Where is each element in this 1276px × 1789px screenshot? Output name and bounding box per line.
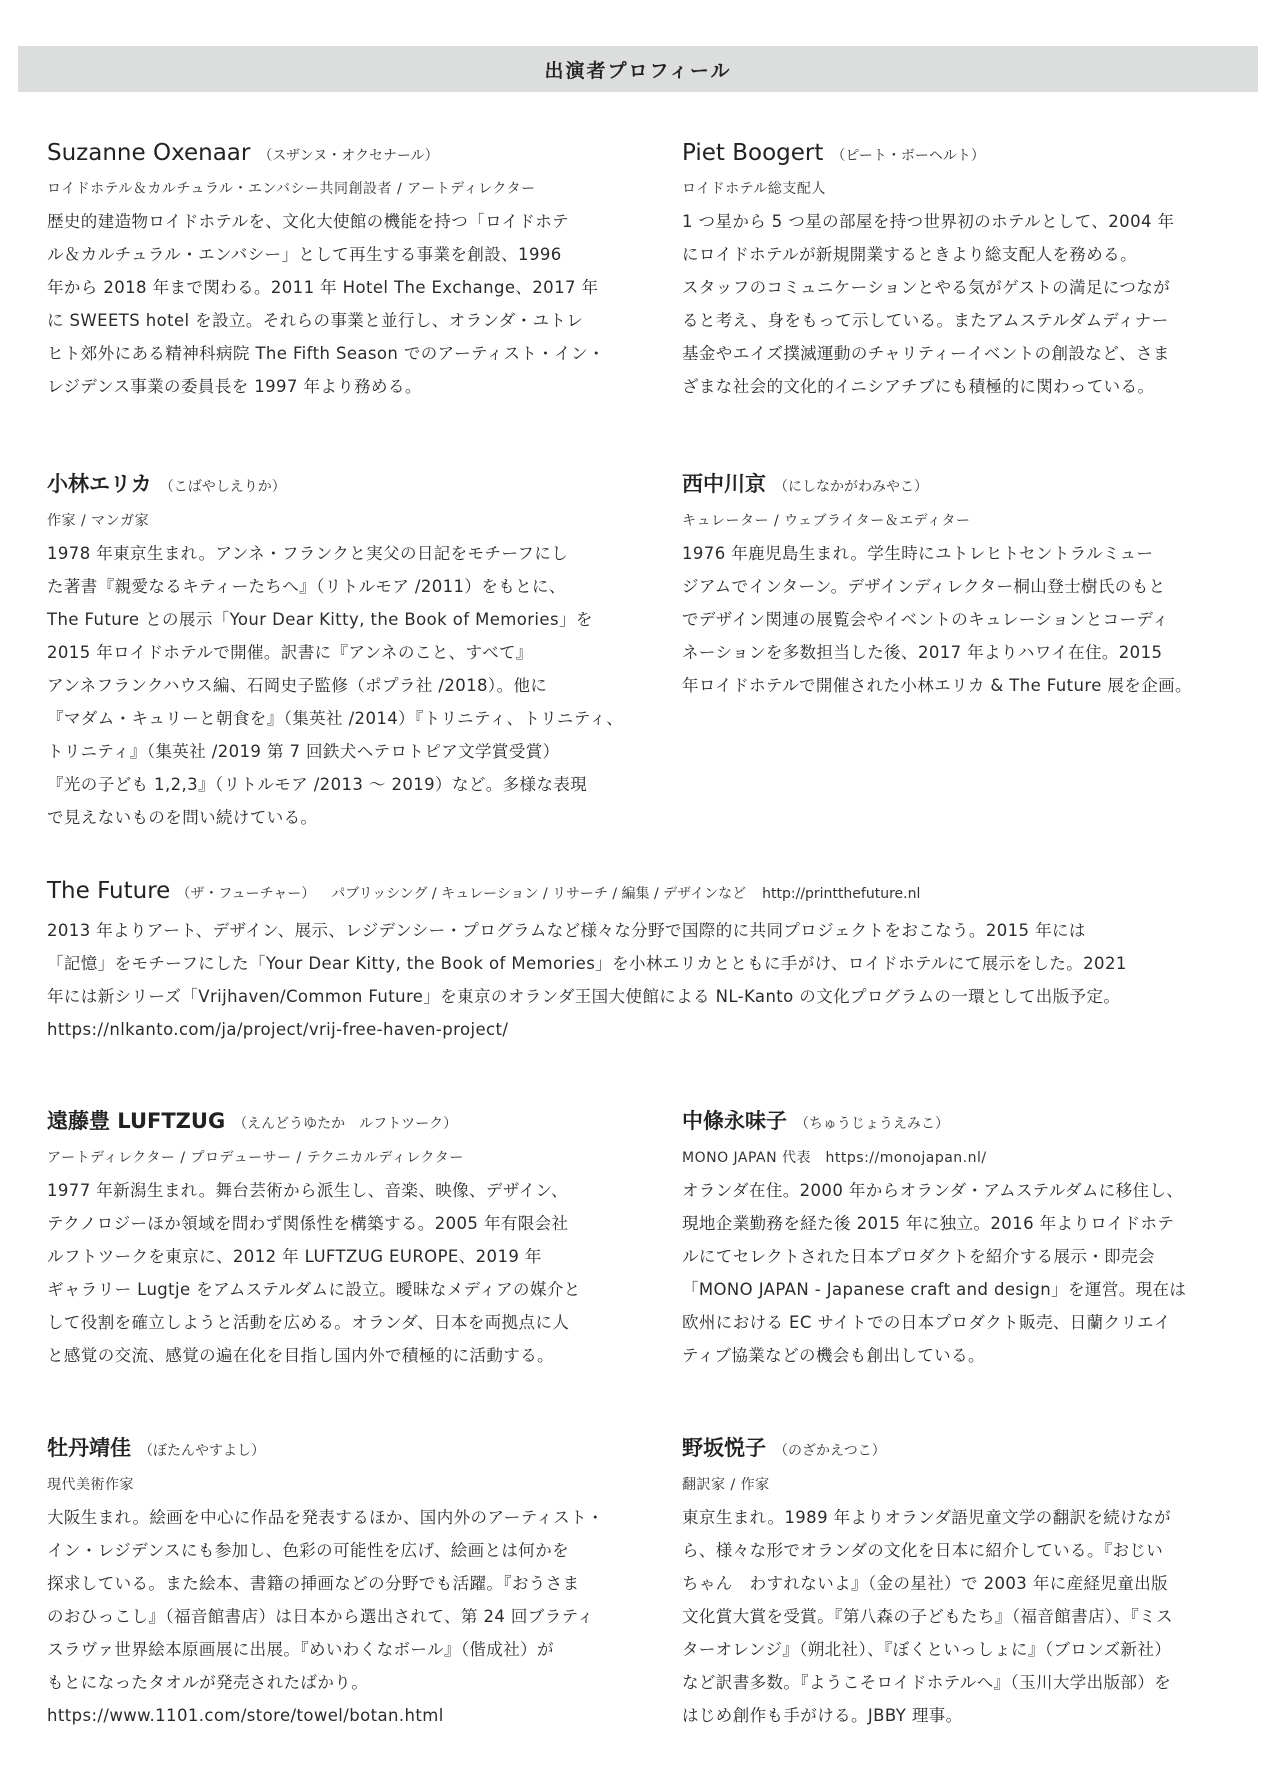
- bio-line: https://nlkanto.com/ja/project/vrij-free-haven-project/: [47, 1020, 509, 1039]
- profile-name: 野坂悦子: [682, 1436, 766, 1460]
- profile-the-future: [47, 878, 1237, 1046]
- bio-line: 年ロイドホテルで開催された小林エリカ & The Future 展を企画。: [682, 676, 1192, 695]
- bio-line: トリニティ』（集英社 /2019 第 7 回鉄犬ヘテロトピア文学賞受賞）: [47, 742, 560, 761]
- profile-role: ロイドホテル＆カルチュラル・エンバシー共同創設者 / アートディレクター: [47, 181, 536, 197]
- profile-reading: （のざかえつこ）: [774, 1443, 886, 1459]
- bio-line: 『マダム・キュリーと朝食を』（集英社 /2014）『トリニティ、トリニティ、: [47, 709, 624, 728]
- profile-role: 現代美術作家: [47, 1477, 134, 1493]
- bio-line: レジデンス事業の委員長を 1997 年より務める。: [47, 377, 422, 396]
- bio-line: のおひっこし』（福音館書店）は日本から選出されて、第 24 回ブラティ: [47, 1607, 595, 1626]
- bio-line: スラヴァ世界絵本原画展に出展。『めいわくなボール』（偕成社）が: [47, 1640, 554, 1659]
- bio-line: 1978 年東京生まれ。アンネ・フランクと実父の日記をモチーフにし: [47, 544, 569, 563]
- bio-line: に SWEETS hotel を設立。それらの事業と並行し、オランダ・ユトレ: [47, 311, 584, 330]
- bio-line: もとになったタオルが発売されたばかり。: [47, 1673, 369, 1692]
- profile-reading: （ちゅうじょうえみこ）: [795, 1116, 949, 1132]
- bio-line: と感覚の交流、感覚の遍在化を目指し国内外で積極的に活動する。: [47, 1346, 554, 1365]
- bio-line: はじめ創作も手がける。JBBY 理事。: [682, 1706, 963, 1725]
- bio-line: など訳書多数。『ようこそロイドホテルへ』（玉川大学出版部）を: [682, 1673, 1172, 1692]
- profile-role: キュレーター / ウェブライター＆エディター: [682, 513, 971, 529]
- bio-line: 欧州における EC サイトでの日本プロダクト販売、日蘭クリエイ: [682, 1313, 1171, 1332]
- bio-line: ちゃん わすれないよ』（金の星社）で 2003 年に産経児童出版: [682, 1574, 1169, 1593]
- profile-role: MONO JAPAN 代表 https://monojapan.nl/: [682, 1150, 987, 1166]
- profile-name: Piet Boogert: [682, 140, 824, 166]
- profile-nishinakagawa-miyako: [682, 468, 1276, 702]
- profile-chujo-emiko: [682, 1105, 1276, 1372]
- bio-line: 1977 年新潟生まれ。舞台芸術から派生し、音楽、映像、デザイン、: [47, 1181, 568, 1200]
- bio-line: ギャラリー Lugtje をアムステルダムに設立。曖昧なメディアの媒介と: [47, 1280, 581, 1299]
- bio-line: ティブ協業などの機会も創出している。: [682, 1346, 985, 1365]
- bio-line: 「MONO JAPAN - Japanese craft and design」を運営。現在は: [682, 1280, 1187, 1299]
- profile-bio: [47, 1501, 647, 1732]
- bio-line: でデザイン関連の展覧会やイベントのキュレーションとコーディ: [682, 610, 1169, 629]
- bio-line: 2013 年よりアート、デザイン、展示、レジデンシー・プログラムなど様々な分野で国際的に共同プロジェクトをおこなう。2015 年には: [47, 921, 1086, 940]
- header-bar: [18, 46, 1258, 92]
- profile-botan-yasuyoshi: [47, 1432, 647, 1732]
- bio-line: 『光の子ども 1,2,3』（リトルモア /2013 〜 2019）など。多様な表現: [47, 775, 588, 794]
- profile-reading: （えんどうゆたか ルフトツーク）: [233, 1116, 458, 1132]
- profile-bio: [47, 914, 1237, 1046]
- bio-line: ヒト郊外にある精神科病院 The Fifth Season でのアーティスト・イン・: [47, 344, 605, 363]
- profile-bio: [682, 205, 1276, 403]
- profile-bio: [682, 1174, 1276, 1372]
- bio-line: た著書『親愛なるキティーたちへ』（リトルモア /2011）をもとに、: [47, 577, 566, 596]
- bio-line: 1 つ星から 5 つ星の部屋を持つ世界初のホテルとして、2004 年: [682, 212, 1175, 231]
- profile-name: 遠藤豊 LUFTZUG: [47, 1109, 226, 1133]
- profile-reading: （こばやしえりか）: [159, 479, 286, 495]
- profile-bio: [682, 537, 1276, 702]
- bio-line: ジアムでインターン。デザインディレクター桐山登士樹氏のもと: [682, 577, 1166, 596]
- bio-line: 2015 年ロイドホテルで開催。訳書に『アンネのこと、すべて』: [47, 643, 533, 662]
- bio-line: The Future との展示「Your Dear Kitty, the Book of Memories」を: [47, 610, 593, 629]
- profile-reading: （にしなかがわみやこ）: [774, 479, 928, 495]
- profile-role: 翻訳家 / 作家: [682, 1477, 770, 1493]
- bio-line: オランダ在住。2000 年からオランダ・アムステルダムに移住し、: [682, 1181, 1184, 1200]
- profile-bio: [47, 1174, 647, 1372]
- profile-role: ロイドホテル総支配人: [682, 181, 826, 197]
- page-title: 出演者プロフィール: [544, 59, 732, 82]
- bio-line: ら、様々な形でオランダの文化を日本に紹介している。『おじい: [682, 1541, 1164, 1560]
- bio-line: ネーションを多数担当した後、2017 年よりハワイ在住。2015: [682, 643, 1163, 662]
- bio-line: スタッフのコミュニケーションとやる気がゲストの満足につなが: [682, 278, 1171, 297]
- profile-reading: （スザンヌ・オクセナール）: [258, 148, 439, 164]
- bio-line: 文化賞大賞を受賞。『第八森の子どもたち』（福音館書店）、『ミス: [682, 1607, 1173, 1626]
- bio-url[interactable]: https://www.1101.com/store/towel/botan.html: [47, 1706, 444, 1725]
- profile-endo-yutaka: [47, 1105, 647, 1372]
- profile-suzanne-oxenaar: [47, 140, 647, 403]
- bio-line: 「記憶」をモチーフにした「Your Dear Kitty, the Book of Memories」を小林エリカとともに手がけ、ロイドホテルにて展示をした。2021: [47, 954, 1127, 973]
- profile-name: The Future: [47, 878, 171, 904]
- profile-name: 西中川京: [682, 472, 766, 496]
- bio-line: で見えないものを問い続けている。: [47, 808, 318, 827]
- bio-line: ざまな社会的文化的イニシアチブにも積極的に関わっている。: [682, 377, 1155, 396]
- profile-role: パブリッシング / キュレーション / リサーチ / 編集 / デザインなど: [331, 886, 747, 902]
- website-link[interactable]: http://printthefuture.nl: [762, 886, 921, 902]
- bio-line: 探求している。また絵本、書籍の挿画などの分野でも活躍。『おうさま: [47, 1574, 580, 1593]
- profile-bio: [682, 1501, 1276, 1732]
- profile-role: 作家 / マンガ家: [47, 513, 150, 529]
- profile-piet-boogert: [682, 140, 1276, 403]
- bio-line: 1976 年鹿児島生まれ。学生時にユトレヒトセントラルミュー: [682, 544, 1154, 563]
- bio-line: 歴史的建造物ロイドホテルを、文化大使館の機能を持つ「ロイドホテ: [47, 212, 570, 231]
- profile-name: 中條永味子: [682, 1109, 787, 1133]
- bio-line: アンネフランクハウス編、石岡史子監修（ポプラ社 /2018）。他に: [47, 676, 548, 695]
- profile-name: 牡丹靖佳: [47, 1436, 131, 1460]
- profile-bio: [47, 537, 647, 834]
- bio-line: 現地企業勤務を経た後 2015 年に独立。2016 年よりロイドホテ: [682, 1214, 1175, 1233]
- bio-line: ターオレンジ』（朔北社）、『ぼくといっしょに』（ブロンズ新社）: [682, 1640, 1172, 1659]
- bio-line: ル＆カルチュラル・エンバシー」として再生する事業を創設、1996: [47, 245, 562, 264]
- profile-reading: （ザ・フューチャー）: [176, 886, 316, 902]
- profile-nozaka-etsuko: [682, 1432, 1276, 1732]
- bio-line: 年から 2018 年まで関わる。2011 年 Hotel The Exchange、2017 年: [47, 278, 599, 297]
- bio-line: して役割を確立しようと活動を広める。オランダ、日本を両拠点に人: [47, 1313, 570, 1332]
- bio-line: 基金やエイズ撲滅運動のチャリティーイベントの創設など、さま: [682, 344, 1170, 363]
- profile-name: 小林エリカ: [47, 472, 152, 496]
- bio-line: にロイドホテルが新規開業するときより総支配人を務める。: [682, 245, 1137, 264]
- bio-line: ルフトツークを東京に、2012 年 LUFTZUG EUROPE、2019 年: [47, 1247, 542, 1266]
- profile-bio: [47, 205, 647, 403]
- profile-reading: （ピート・ボーヘルト）: [831, 148, 985, 164]
- bio-line: イン・レジデンスにも参加し、色彩の可能性を広げ、絵画とは何かを: [47, 1541, 570, 1560]
- profile-kobayashi-erika: [47, 468, 647, 834]
- bio-line: 年には新シリーズ「Vrijhaven/Common Future」を東京のオランダ王国大使館による NL-Kanto の文化プログラムの一環として出版予定。: [47, 987, 1121, 1006]
- bio-line: テクノロジーほか領域を問わず関係性を構築する。2005 年有限会社: [47, 1214, 569, 1233]
- bio-line: 東京生まれ。1989 年よりオランダ語児童文学の翻訳を続けなが: [682, 1508, 1171, 1527]
- profile-role: アートディレクター / プロデューサー / テクニカルディレクター: [47, 1150, 464, 1166]
- profile-name: Suzanne Oxenaar: [47, 140, 251, 166]
- bio-line: 大阪生まれ。絵画を中心に作品を発表するほか、国内外のアーティスト・: [47, 1508, 604, 1527]
- bio-line: ルにてセレクトされた日本プロダクトを紹介する展示・即売会: [682, 1247, 1155, 1266]
- bio-line: ると考え、身をもって示している。またアムステルダムディナー: [682, 311, 1169, 330]
- profile-reading: （ぼたんやすよし）: [139, 1443, 265, 1459]
